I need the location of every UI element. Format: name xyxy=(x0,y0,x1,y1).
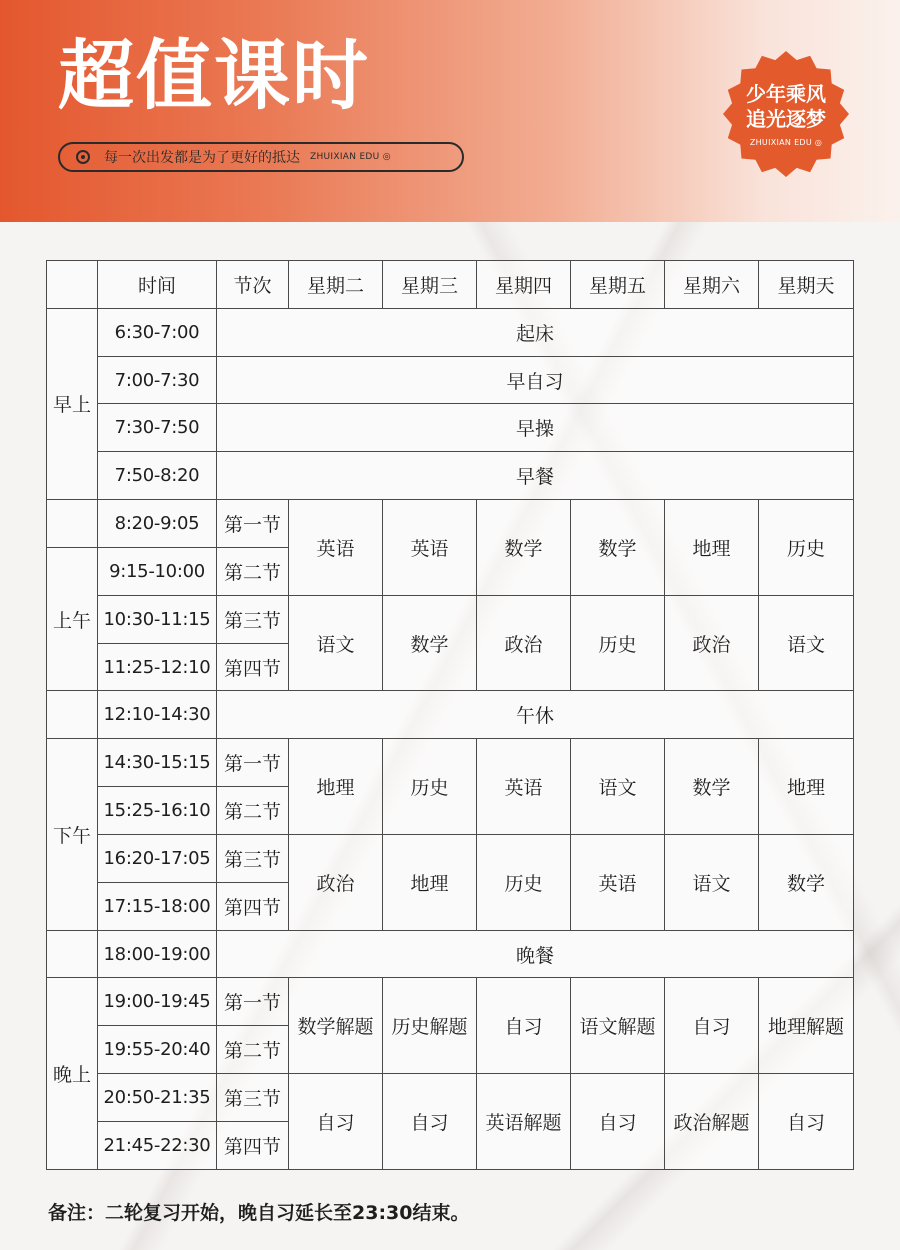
subject-cell: 数学 xyxy=(383,595,477,691)
subject-cell: 英语解题 xyxy=(477,1074,571,1170)
table-row xyxy=(47,356,854,404)
routine-cell-exercise: 早操 xyxy=(217,404,854,452)
subject-cell: 数学解题 xyxy=(289,978,383,1074)
subject-cell: 数学 xyxy=(759,834,854,930)
time-cell: 8:20-9:05 xyxy=(98,500,217,548)
time-cell: 19:00-19:45 xyxy=(98,978,217,1026)
time-cell: 7:30-7:50 xyxy=(98,404,217,452)
subject-cell: 语文 xyxy=(571,739,665,835)
header-cell-saturday: 星期六 xyxy=(665,261,759,309)
header-cell-thursday: 星期四 xyxy=(477,261,571,309)
period-cell-blank xyxy=(47,930,98,978)
subject-cell: 自习 xyxy=(383,1074,477,1170)
session-cell: 第四节 xyxy=(217,643,289,691)
subject-cell: 语文解题 xyxy=(571,978,665,1074)
time-cell: 12:10-14:30 xyxy=(98,691,217,739)
badge-seal xyxy=(722,50,850,178)
subject-cell: 英语 xyxy=(571,834,665,930)
subject-cell: 地理 xyxy=(383,834,477,930)
period-cell-morning: 早上 xyxy=(47,308,98,499)
subject-cell: 语文 xyxy=(759,595,854,691)
period-cell-evening: 晚上 xyxy=(47,978,98,1170)
routine-cell-wake: 起床 xyxy=(217,308,854,356)
time-cell: 18:00-19:00 xyxy=(98,930,217,978)
table-row xyxy=(47,1074,854,1122)
badge-text xyxy=(722,82,850,132)
time-cell: 19:55-20:40 xyxy=(98,1026,217,1074)
subject-cell: 英语 xyxy=(383,500,477,596)
period-cell-afternoon: 下午 xyxy=(47,739,98,930)
table-row xyxy=(47,739,854,787)
subject-cell: 英语 xyxy=(289,500,383,596)
session-cell: 第四节 xyxy=(217,1121,289,1169)
table-row xyxy=(47,452,854,500)
badge-line-2: 追光逐梦 xyxy=(746,107,826,131)
subject-cell: 自习 xyxy=(665,978,759,1074)
subject-cell: 历史 xyxy=(477,834,571,930)
slogan-pill xyxy=(58,142,464,172)
subject-cell: 自习 xyxy=(289,1074,383,1170)
subject-cell: 历史 xyxy=(383,739,477,835)
schedule-table xyxy=(46,260,854,1170)
time-cell: 11:25-12:10 xyxy=(98,643,217,691)
time-cell: 6:30-7:00 xyxy=(98,308,217,356)
subject-cell: 地理 xyxy=(289,739,383,835)
session-cell: 第三节 xyxy=(217,1074,289,1122)
time-cell: 9:15-10:00 xyxy=(98,547,217,595)
header-cell-sunday: 星期天 xyxy=(759,261,854,309)
table-row xyxy=(47,308,854,356)
session-cell: 第三节 xyxy=(217,595,289,643)
period-cell-blank xyxy=(47,500,98,548)
session-cell: 第二节 xyxy=(217,1026,289,1074)
session-cell: 第一节 xyxy=(217,500,289,548)
period-cell-blank xyxy=(47,691,98,739)
subject-cell: 数学 xyxy=(665,739,759,835)
time-cell: 17:15-18:00 xyxy=(98,882,217,930)
session-cell: 第一节 xyxy=(217,739,289,787)
header-row xyxy=(47,261,854,309)
subject-cell: 地理 xyxy=(759,739,854,835)
slogan-brand: ZHUIXIAN EDU ◎ xyxy=(310,152,391,162)
time-cell: 7:50-8:20 xyxy=(98,452,217,500)
header-banner xyxy=(0,0,900,222)
session-cell: 第三节 xyxy=(217,834,289,882)
table-row xyxy=(47,404,854,452)
subject-cell: 数学 xyxy=(477,500,571,596)
footnote: 备注：二轮复习开始，晚自习延长至23:30结束。 xyxy=(48,1202,470,1224)
subject-cell: 自习 xyxy=(759,1074,854,1170)
table-row xyxy=(47,691,854,739)
subject-cell: 历史解题 xyxy=(383,978,477,1074)
table-row xyxy=(47,500,854,548)
table-row xyxy=(47,834,854,882)
subject-cell: 英语 xyxy=(477,739,571,835)
subject-cell: 自习 xyxy=(477,978,571,1074)
time-cell: 14:30-15:15 xyxy=(98,739,217,787)
period-cell-forenoon: 上午 xyxy=(47,547,98,690)
routine-cell-dinner: 晚餐 xyxy=(217,930,854,978)
subject-cell: 政治 xyxy=(289,834,383,930)
time-cell: 16:20-17:05 xyxy=(98,834,217,882)
routine-cell-noon-break: 午休 xyxy=(217,691,854,739)
subject-cell: 地理解题 xyxy=(759,978,854,1074)
subject-cell: 数学 xyxy=(571,500,665,596)
subject-cell: 政治 xyxy=(665,595,759,691)
subject-cell: 语文 xyxy=(665,834,759,930)
session-cell: 第一节 xyxy=(217,978,289,1026)
time-cell: 20:50-21:35 xyxy=(98,1074,217,1122)
subject-cell: 政治 xyxy=(477,595,571,691)
session-cell: 第四节 xyxy=(217,882,289,930)
slogan-text: 每一次出发都是为了更好的抵达 xyxy=(104,150,300,166)
subject-cell: 历史 xyxy=(759,500,854,596)
table-row xyxy=(47,978,854,1026)
time-cell: 7:00-7:30 xyxy=(98,356,217,404)
subject-cell: 历史 xyxy=(571,595,665,691)
header-cell-blank xyxy=(47,261,98,309)
time-cell: 21:45-22:30 xyxy=(98,1121,217,1169)
table-row xyxy=(47,595,854,643)
time-cell: 15:25-16:10 xyxy=(98,787,217,835)
routine-cell-breakfast: 早餐 xyxy=(217,452,854,500)
header-cell-session: 节次 xyxy=(217,261,289,309)
header-cell-time: 时间 xyxy=(98,261,217,309)
target-icon xyxy=(76,150,90,164)
page-title: 超值课时 xyxy=(58,31,370,120)
session-cell: 第二节 xyxy=(217,787,289,835)
time-cell: 10:30-11:15 xyxy=(98,595,217,643)
badge-brand: ZHUIXIAN EDU ◎ xyxy=(749,138,823,147)
table-row xyxy=(47,930,854,978)
badge-line-1: 少年乘风 xyxy=(746,82,826,106)
subject-cell: 语文 xyxy=(289,595,383,691)
subject-cell: 自习 xyxy=(571,1074,665,1170)
routine-cell-early-study: 早自习 xyxy=(217,356,854,404)
session-cell: 第二节 xyxy=(217,547,289,595)
header-cell-friday: 星期五 xyxy=(571,261,665,309)
header-cell-tuesday: 星期二 xyxy=(289,261,383,309)
subject-cell: 政治解题 xyxy=(665,1074,759,1170)
header-cell-wednesday: 星期三 xyxy=(383,261,477,309)
subject-cell: 地理 xyxy=(665,500,759,596)
